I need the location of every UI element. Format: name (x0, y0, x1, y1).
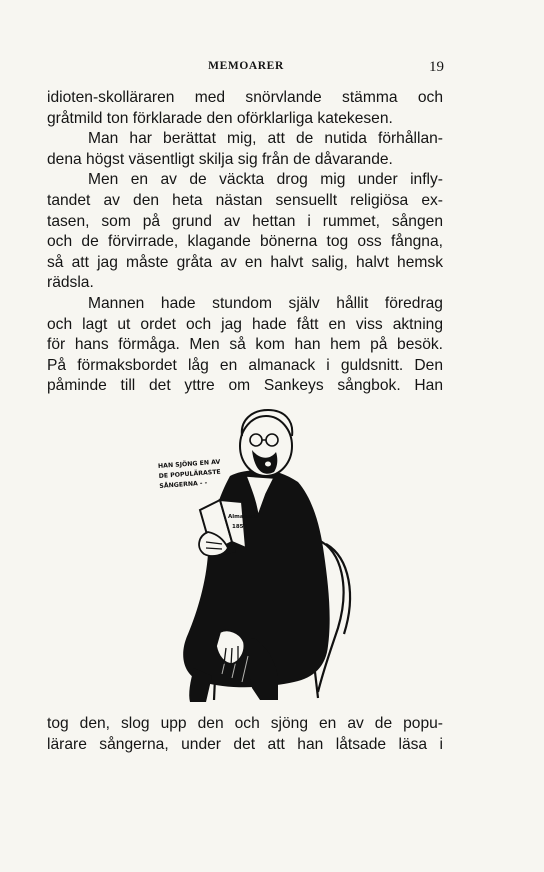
book-year-text: 1851 (232, 524, 248, 530)
text-line: tasen, som på grund av hettan i rummet, sången (47, 212, 443, 230)
text-line: så att jag måste gråta av en halvt salig, halvt hemsk (47, 253, 443, 271)
page-header (48, 60, 444, 76)
caption-line: SÅNGERNA - - (159, 479, 208, 490)
text-line: för hans förmåga. Men så kom han hem på besök. (47, 336, 443, 354)
text-line: och lagt ut ordet och jag hade fått en viss aktning (47, 315, 443, 333)
seated-man-illustration (128, 406, 360, 704)
body-text-top (47, 88, 443, 397)
caption-line: DE POPULÄRASTE (158, 468, 221, 480)
text-line: rädsla. (47, 274, 94, 292)
text-line: På förmaksbordet låg en almanack i guldsnitt. Den (47, 356, 443, 374)
text-line: påminde till det yttre om Sankeys sångbok. Han (47, 377, 443, 395)
text-line: Man har berättat mig, att de nutida förhållan- (88, 130, 443, 148)
caption-line: HAN SJÖNG EN AV (157, 458, 221, 470)
page-number: 19 (429, 59, 444, 75)
book-title-text: Almanack (228, 514, 259, 520)
text-line: Mannen hade stundom själv hållit föredrag (88, 294, 443, 312)
running-title: MEMOARER (208, 60, 284, 72)
text-line: lärare sångerna, under det att han låtsade läsa i (47, 735, 443, 753)
text-line: gråtmild ton förklarade den oförklarliga katekesen. (47, 109, 393, 127)
head-drawing (240, 410, 292, 476)
text-line: Men en av de väckta drog mig under infly- (88, 171, 443, 189)
text-line: idioten-skolläraren med snörvlande stämma och (47, 89, 443, 106)
text-line: tog den, slog upp den och sjöng en av de popu- (47, 715, 443, 732)
illustration-caption (158, 457, 223, 490)
text-line: tandet av den heta nästan sensuellt religiösa ex- (47, 191, 443, 209)
text-line: dena högst väsentligt skilja sig från de dåvarande. (47, 150, 393, 168)
text-line: och de förvirrade, klagande bönerna tog oss fångna, (47, 233, 443, 251)
body-text-bottom (47, 714, 443, 755)
